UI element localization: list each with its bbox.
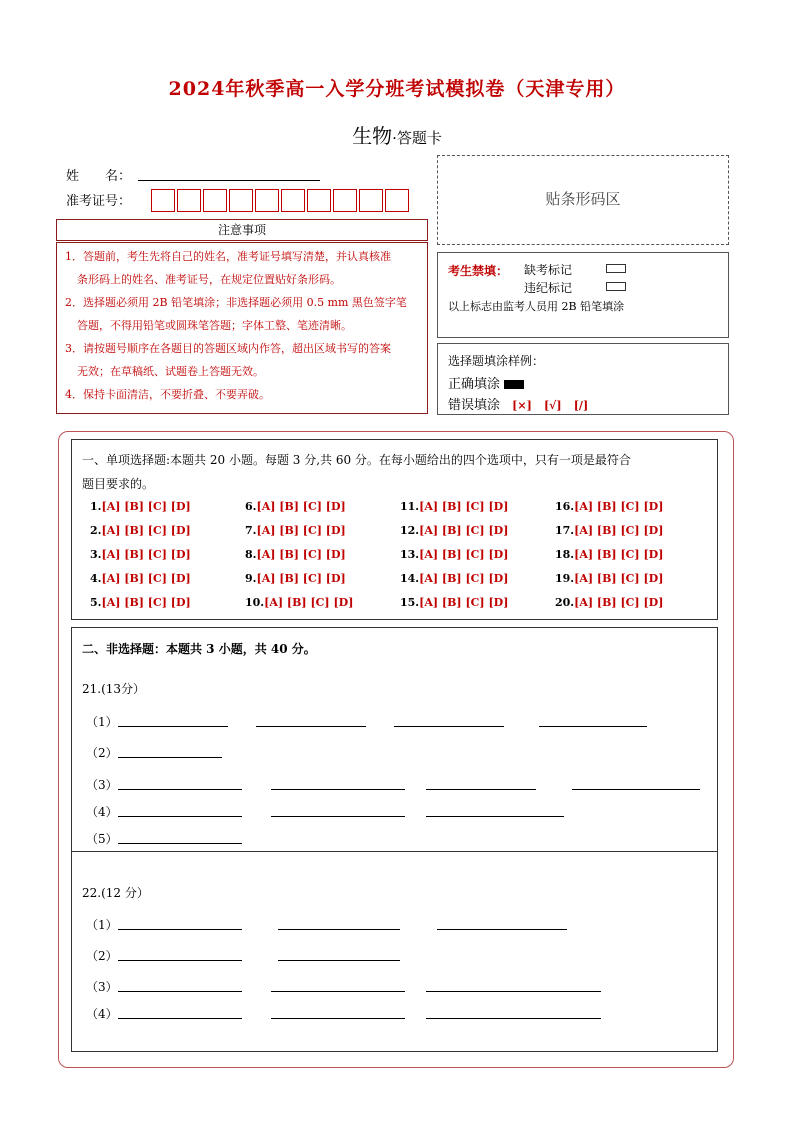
id-digit-box[interactable] [307, 189, 331, 212]
choice-question[interactable] [555, 500, 663, 513]
q22-part-label: （4） [86, 1007, 118, 1021]
section1-title-line1: 一、单项选择题:本题共 20 小题。每题 3 分,共 60 分。在每小题给出的四个选项中，只有一项是最符合 [82, 453, 631, 467]
choice-question[interactable] [90, 500, 191, 513]
choice-question[interactable] [245, 596, 353, 609]
answer-options[interactable]: [A] [B] [C] [D] [256, 524, 346, 537]
answer-blank[interactable] [539, 726, 647, 727]
notes-title [56, 219, 428, 241]
q21-part-label: （1） [86, 715, 118, 729]
note-line: 无效；在草稿纸、试题卷上答题无效。 [77, 365, 264, 378]
answer-blank[interactable] [426, 991, 601, 992]
answer-blank[interactable] [271, 789, 405, 790]
q22-title: 22.(12 分） [82, 886, 149, 900]
subject-title [0, 120, 794, 149]
question-number: 12. [400, 524, 420, 537]
question-number: 3. [90, 548, 102, 561]
answer-options[interactable]: [A] [B] [C] [D] [574, 572, 664, 585]
answer-blank[interactable] [271, 1018, 405, 1019]
answer-options[interactable]: [A] [B] [C] [D] [101, 524, 191, 537]
barcode-label: 贴条形码区 [545, 190, 621, 208]
answer-blank[interactable] [572, 789, 700, 790]
id-digit-box[interactable] [151, 189, 175, 212]
question-number: 15. [400, 596, 420, 609]
id-digit-box[interactable] [359, 189, 383, 212]
q21-part-label: （4） [86, 805, 118, 819]
note-line: 答题，不得用铅笔或圆珠笔答题；字体工整、笔迹清晰。 [77, 319, 352, 332]
subject-name: 生物 [352, 124, 393, 148]
violation-label: 违纪标记 [524, 281, 573, 295]
answer-options[interactable]: [A] [B] [C] [D] [256, 572, 346, 585]
choice-question[interactable] [245, 572, 346, 585]
answer-blank[interactable] [426, 816, 564, 817]
barcode-area [437, 155, 729, 245]
answer-blank[interactable] [271, 991, 405, 992]
choice-question[interactable] [555, 524, 663, 537]
fill-sample-box [437, 343, 729, 415]
correct-fill-row [448, 373, 524, 392]
note-line: 1．答题前，考生先将自己的姓名，准考证号填写清楚，并认真核准 [65, 250, 391, 263]
subject-suffix: ·答题卡 [392, 129, 442, 147]
id-digit-box[interactable] [333, 189, 357, 212]
wrong-mark-check: [√] [543, 399, 562, 412]
answer-options[interactable]: [A] [B] [C] [D] [101, 572, 191, 585]
section2-title: 二、非选择题：本题共 3 小题，共 40 分。 [82, 642, 316, 656]
section1-title-line2: 题目要求的。 [82, 477, 155, 491]
forbidden-label: 考生禁填： [448, 264, 509, 278]
answer-blank[interactable] [118, 816, 242, 817]
q21-title: 21.(13分） [82, 682, 146, 696]
answer-blank[interactable] [118, 757, 222, 758]
q22-part-label: （3） [86, 980, 118, 994]
choice-question[interactable] [90, 524, 191, 537]
question-number: 16. [555, 500, 575, 513]
choice-question[interactable] [400, 596, 508, 609]
answer-options[interactable]: [A] [B] [C] [D] [574, 548, 664, 561]
question-number: 19. [555, 572, 575, 585]
q21-part-label: （5） [86, 832, 118, 846]
id-digit-box[interactable] [203, 189, 227, 212]
answer-options[interactable]: [A] [B] [C] [D] [419, 572, 509, 585]
answer-options[interactable]: [A] [B] [C] [D] [419, 524, 509, 537]
fill-sample-title: 选择题填涂样例： [448, 354, 545, 368]
question-number: 11. [400, 500, 420, 513]
answer-blank[interactable] [118, 960, 242, 961]
question-number: 9. [245, 572, 257, 585]
forbidden-box [437, 252, 729, 338]
choice-question[interactable] [555, 596, 663, 609]
id-digit-box[interactable] [177, 189, 201, 212]
note-line: 2．选择题必须用 2B 铅笔填涂；非选择题必须用 0.5 mm 黑色签字笔 [65, 296, 407, 309]
page-title: 2024年秋季高一入学分班考试模拟卷（天津专用） [168, 78, 626, 100]
question-number: 4. [90, 572, 102, 585]
note-line: 条形码上的姓名、准考证号，在规定位置贴好条形码。 [77, 273, 341, 286]
note-line: 3．请按题号顺序在各题目的答题区域内作答，超出区域书写的答案 [65, 342, 391, 355]
id-label: 准考证号： [66, 194, 132, 209]
wrong-fill-row [448, 394, 588, 413]
answer-options[interactable]: [A] [B] [C] [D] [419, 500, 509, 513]
answer-options[interactable]: [A] [B] [C] [D] [574, 500, 664, 513]
q21-part-label: （2） [86, 746, 118, 760]
id-boxes[interactable] [151, 189, 411, 212]
answer-options[interactable]: [A] [B] [C] [D] [101, 548, 191, 561]
choice-question[interactable] [90, 572, 191, 585]
notes-title-text: 注意事项 [217, 223, 266, 237]
answer-blank[interactable] [118, 991, 242, 992]
answer-blank[interactable] [118, 929, 242, 930]
question-number: 6. [245, 500, 257, 513]
answer-options[interactable]: [A] [B] [C] [D] [101, 596, 191, 609]
choice-question[interactable] [400, 500, 508, 513]
choice-question[interactable] [245, 500, 346, 513]
answer-blank[interactable] [118, 843, 242, 844]
answer-blank[interactable] [426, 789, 536, 790]
answer-options[interactable]: [A] [B] [C] [D] [574, 524, 664, 537]
solid-fill-icon [504, 380, 524, 389]
violation-bubble[interactable] [606, 282, 626, 291]
answer-options[interactable]: [A] [B] [C] [D] [101, 500, 191, 513]
section1-title [82, 448, 712, 496]
wrong-fill-label: 错误填涂 [448, 398, 501, 413]
forbidden-note: 以上标志由监考人员用 2B 铅笔填涂 [448, 300, 625, 313]
choice-question[interactable] [90, 596, 191, 609]
choice-question[interactable] [90, 548, 191, 561]
id-digit-box[interactable] [229, 189, 253, 212]
id-digit-box[interactable] [385, 189, 409, 212]
answer-options[interactable]: [A] [B] [C] [D] [256, 548, 346, 561]
answer-blank[interactable] [118, 789, 242, 790]
choice-question[interactable] [400, 548, 508, 561]
question-number: 2. [90, 524, 102, 537]
question-number: 14. [400, 572, 420, 585]
note-line: 4．保持卡面清洁，不要折叠、不要弄破。 [65, 388, 270, 401]
answer-options[interactable]: [A] [B] [C] [D] [419, 548, 509, 561]
q22-part-label: （1） [86, 918, 118, 932]
question-number: 8. [245, 548, 257, 561]
choice-question[interactable] [555, 548, 663, 561]
answer-options[interactable]: [A] [B] [C] [D] [419, 596, 509, 609]
choice-question[interactable] [245, 548, 346, 561]
answer-blank[interactable] [437, 929, 567, 930]
question-number: 20. [555, 596, 575, 609]
answer-blank[interactable] [278, 960, 400, 961]
choice-question[interactable] [245, 524, 346, 537]
q21-part-label: （3） [86, 778, 118, 792]
correct-fill-label: 正确填涂 [448, 377, 501, 392]
section1-box [71, 439, 718, 620]
answer-options[interactable]: [A] [B] [C] [D] [256, 500, 346, 513]
answer-blank[interactable] [394, 726, 504, 727]
name-field[interactable] [138, 180, 320, 181]
absent-bubble[interactable] [606, 264, 626, 273]
answer-blank[interactable] [256, 726, 366, 727]
answer-blank[interactable] [118, 726, 228, 727]
name-label: 姓 名： [66, 169, 132, 184]
wrong-mark-slash: [/] [573, 399, 589, 412]
wrong-mark-cross: [×] [512, 399, 532, 412]
answer-blank[interactable] [118, 1018, 242, 1019]
answer-options[interactable]: [A] [B] [C] [D] [574, 596, 664, 609]
q22-part-label: （2） [86, 949, 118, 963]
section2-box-q22 [71, 851, 718, 1052]
choice-question[interactable] [400, 572, 508, 585]
section2-box-q21 [71, 627, 718, 852]
answer-blank[interactable] [426, 1018, 601, 1019]
answer-options[interactable]: [A] [B] [C] [D] [264, 596, 354, 609]
question-number: 5. [90, 596, 102, 609]
answer-blank[interactable] [271, 816, 405, 817]
choice-question[interactable] [400, 524, 508, 537]
id-digit-box[interactable] [255, 189, 279, 212]
choice-question[interactable] [555, 572, 663, 585]
id-digit-box[interactable] [281, 189, 305, 212]
question-number: 10. [245, 596, 265, 609]
question-number: 18. [555, 548, 575, 561]
question-number: 7. [245, 524, 257, 537]
notes-box [56, 242, 428, 414]
question-number: 13. [400, 548, 420, 561]
answer-blank[interactable] [278, 929, 400, 930]
absent-label: 缺考标记 [524, 263, 573, 277]
question-number: 17. [555, 524, 575, 537]
question-number: 1. [90, 500, 102, 513]
